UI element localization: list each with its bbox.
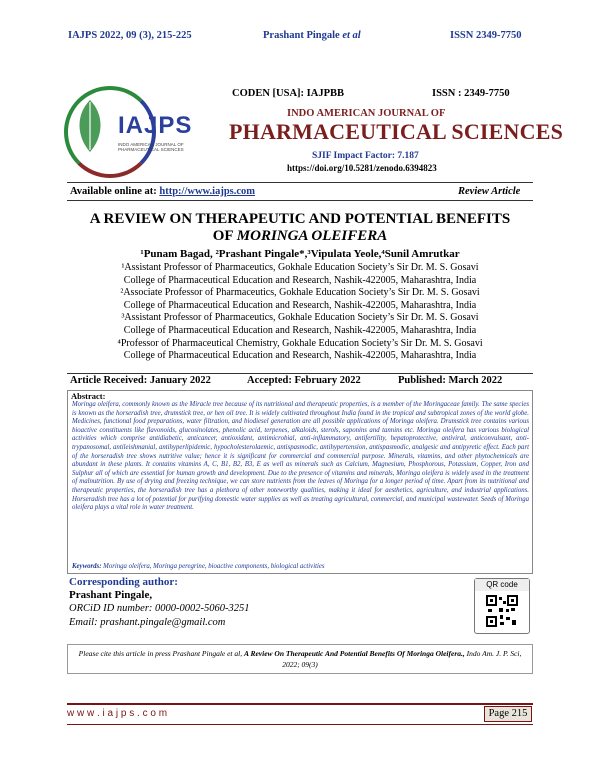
affiliation-2-line2: College of Pharmaceutical Education and Research, Nashik-422005, Maharashtra, India [123,299,477,311]
affiliation-3-line1: ³Assistant Professor of Pharmaceutics, Gokhale Education Society’s Sir Dr. M. S. Gosavi [121,312,479,324]
journal-name-line1: INDO AMERICAN JOURNAL OF [287,108,446,119]
affiliations [60,262,540,363]
corresponding-heading: Corresponding author: [69,576,178,588]
affiliation-4 [60,338,540,363]
impact-factor: SJIF Impact Factor: 7.187 [312,151,419,161]
affiliation-1 [60,262,540,287]
qr-icon [486,595,518,627]
dates-divider-top [67,373,533,374]
journal-name-line2: PHARMACEUTICAL SCIENCES [229,119,564,144]
citation-suffix: Indo Am. J. P. Sci, 2022; 09(3) [282,649,522,669]
abstract-body: Moringa oleifera, commonly known as the Miracle tree because of its nutritional and therapeutic properties, is a member of the Moringaceae family. The same species is known as the horseradish tree, drumstick tree, or hen oil tree. It is widely cultivated throughout India found in the tropical and subtropical zones of the world globe. Medicines, functional food preparations, water filtration, and biodiesel generation are all possible applications of Moringa oleifera. Drumstick tree contains various bioactive constituents like flavonoids, glucosinolates, phenolic acid, terpenes, alkaloids, sterols, saponins and tannins etc. Moringa oleifera has various biological activities which comprise antidiabetic, anticancer, antioxidant, antimicrobial, anti-inflammatory, antifertility, hepatoprotective, antiviral, anticonvulsant, anti-trypanosomal, antileishmanial, antihyperlipidemic, hypocholesterolaemic, antispasmodic, antihypertension, antispasmodic, analgesic and antipyretic effect. Each part of the horseradish tree shows nutritive value; hence it is significant for commercial and commercial purpose. Minerals, vitamins, and other phytochemicals are abundant in these plants. It contains vitamins A, C, B1, B2, B3, E as well as minerals such as Calcium, Magnesium, Phosphorous, Potassium, Copper, Iron and Sulphur all of which are essential for human growth and development. Due to the presence of vitamins and minerals, Moringa oleifera is widely used in the treatment of malnutrition. By use of drying and freezing technique, we can store nutrients from the leaves of Moringa for a longer period of time. Apart from its nutritional and therapeutic properties, the horseradish tree has a plethora of other noteworthy qualities, making it ideal for aesthetics, agriculture, and industrial applications. Horseradish tree has a lot of potential for purifying domestic water supplies as well as treating agricultural, commercial, and municipal wastewater. Seeds of Moringa oleifera plays a vital role in water treatment. [72,401,529,512]
corresponding-email[interactable]: Email: prashant.pingale@gmail.com [69,617,226,628]
running-author-name: Prashant Pingale [263,30,340,41]
footer-site[interactable]: w w w . i a j p s . c o m [67,708,168,719]
logo-wordmark: IAJPS [118,112,193,139]
citation-title: A Review On Therapeutic And Potential Benefits Of Moringa Oleifera., [243,649,465,658]
qr-label: QR code [475,579,529,591]
article-type: Review Article [458,186,521,197]
running-issn: ISSN 2349-7750 [450,30,522,41]
date-accepted: Accepted: February 2022 [247,375,361,386]
keywords-list: Moringa oleifera, Moringa peregrine, bioactive components, biological activities [103,563,325,570]
corresponding-name: Prashant Pingale, [69,589,153,601]
availability-divider [67,200,533,201]
title-line2-prefix: OF [212,228,237,244]
leaf-icon [70,96,110,156]
doi: https://doi.org/10.5281/zenodo.6394823 [287,163,437,173]
affiliation-1-line1: ¹Assistant Professor of Pharmaceutics, Gokhale Education Society’s Sir Dr. M. S. Gosavi [121,262,479,273]
citation-text [75,648,525,670]
keywords-label: Keywords: [72,563,104,570]
qr-code [474,578,530,634]
authors: ¹Punam Bagad, ²Prashant Pingale*,³Vipulata Yeole,⁴Sunil Amrutkar [140,248,460,260]
affiliation-2-line1: ²Associate Professor of Pharmaceutics, Gokhale Education Society’s Sir Dr. M. S. Gosavi [120,287,480,299]
affiliation-4-line1: ⁴Professor of Pharmaceutical Chemistry, Gokhale Education Society’s Sir Dr. M. S. Gosavi [117,337,483,349]
article-title [60,211,540,245]
running-author [263,30,361,41]
citation-prefix: Please cite this article in press Prashant Pingale et al, [78,649,244,658]
journal-reference: IAJPS 2022, 09 (3), 215-225 [68,30,192,41]
masthead-issn: ISSN : 2349-7750 [432,88,510,99]
affiliation-3 [60,312,540,337]
availability [70,186,255,197]
abstract-heading: Abstract: [71,391,106,401]
affiliation-2 [60,287,540,312]
footer-bottom-rule [67,724,533,725]
logo-subtext: INDO AMERICAN JOURNAL OF PHARMACEUTICAL SCIENCES [118,142,184,152]
affiliation-4-line2: College of Pharmaceutical Education and Research, Nashik-422005, Maharashtra, India [123,350,477,362]
availability-label: Available online at: [70,186,160,197]
corresponding-orcid: ORCiD ID number: 0000-0002-5060-3251 [69,603,250,614]
date-received: Article Received: January 2022 [70,375,211,386]
date-published: Published: March 2022 [398,375,503,386]
page-number: Page 215 [484,706,532,722]
coden: CODEN [USA]: IAJPBB [232,88,345,99]
affiliation-3-line2: College of Pharmaceutical Education and Research, Nashik-422005, Maharashtra, India [123,324,477,336]
top-divider [67,182,533,183]
affiliation-1-line2: College of Pharmaceutical Education and Research, Nashik-422005, Maharashtra, India [123,274,477,286]
running-author-suffix: et al [342,30,361,41]
title-line2 [60,228,540,245]
journal-website-link[interactable]: http://www.iajps.com [159,186,256,197]
footer-rule [67,703,533,705]
keywords [72,563,325,570]
title-line2-italic: MORINGA OLEIFERA [236,228,388,244]
title-line1: A REVIEW ON THERAPEUTIC AND POTENTIAL BENEFITS [89,211,511,227]
